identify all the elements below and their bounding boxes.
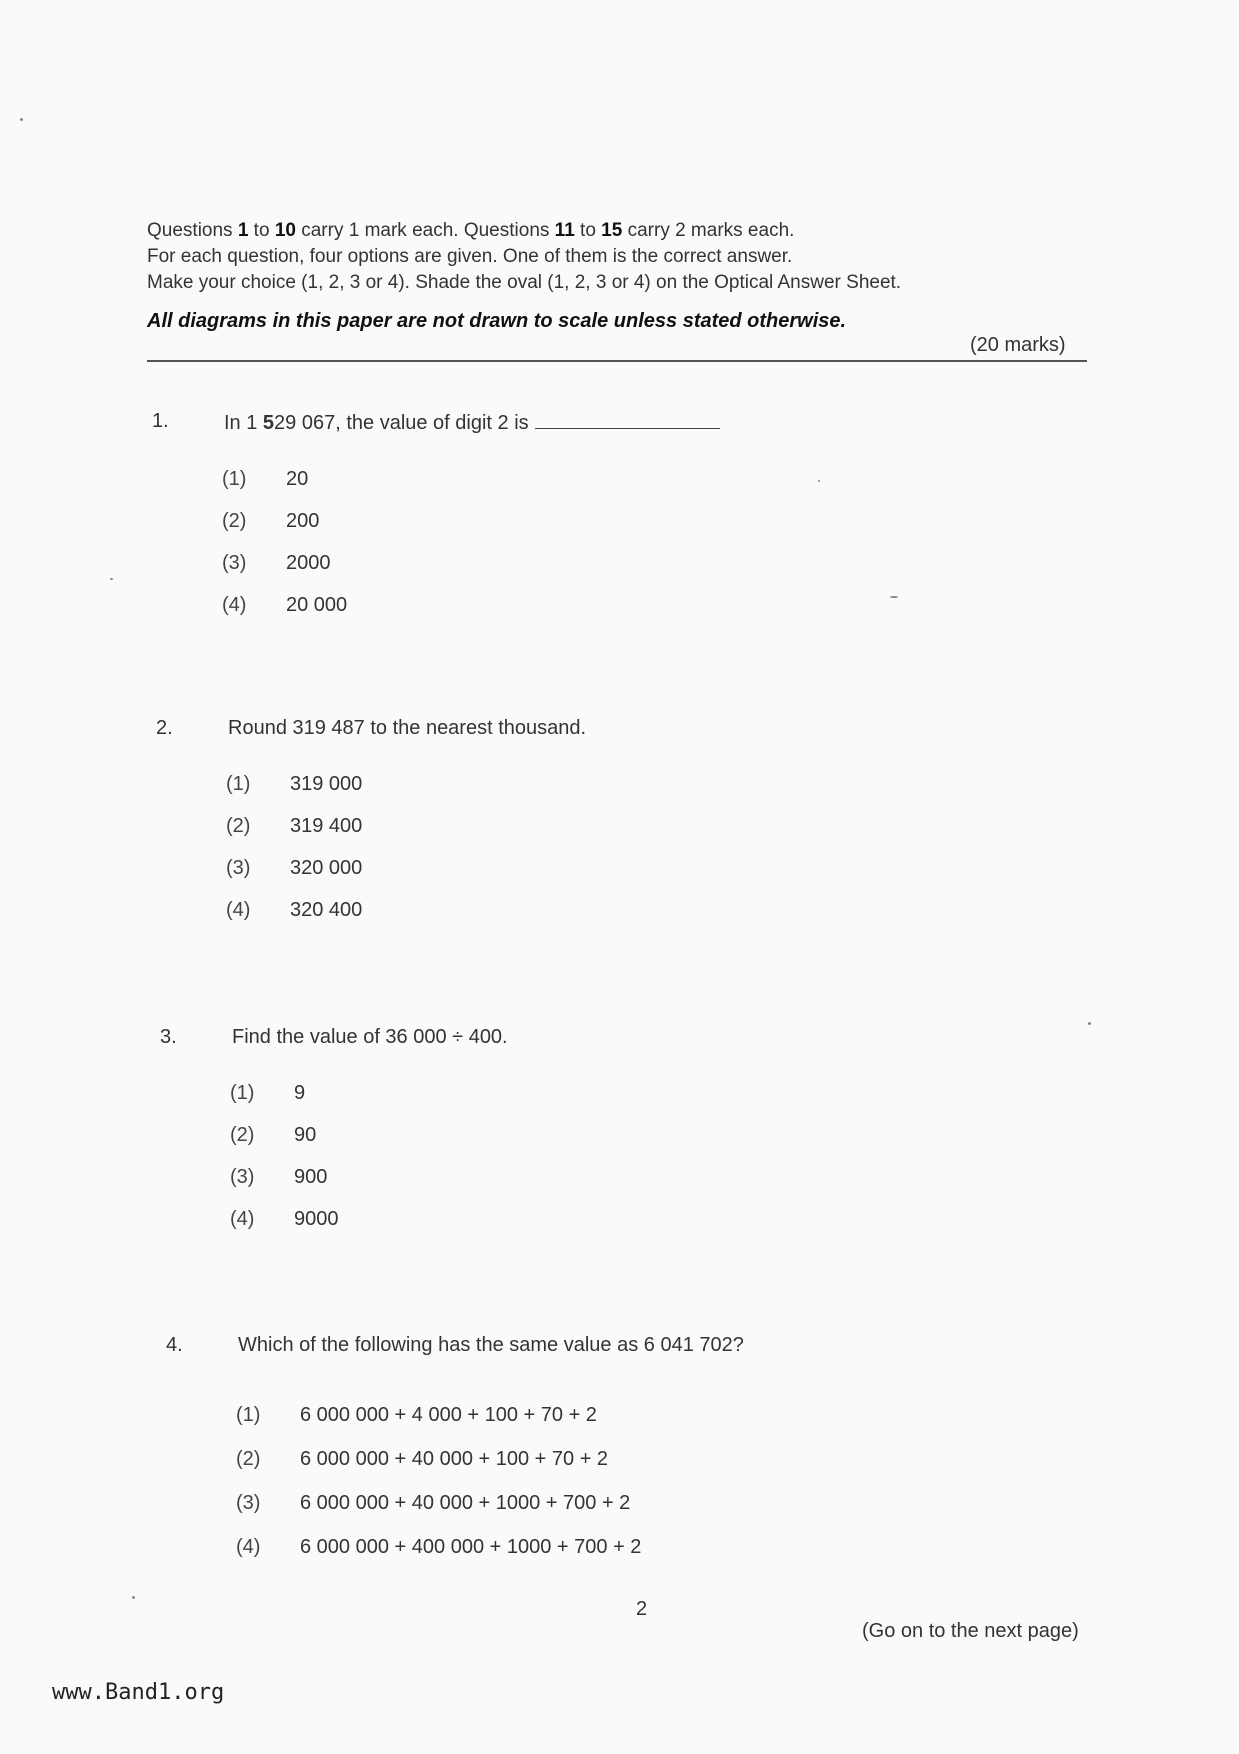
scan-speck [890, 596, 898, 598]
section-marks: (20 marks) [970, 334, 1066, 356]
diagram-note: All diagrams in this paper are not drawn to scale unless stated otherwise. [147, 310, 847, 332]
next-page-note: (Go on to the next page) [862, 1620, 1079, 1642]
scan-speck [132, 1596, 135, 1599]
scan-speck [1088, 1022, 1091, 1025]
answer-blank [535, 410, 720, 429]
question-text: Find the value of 36 000 ÷ 400. [232, 1026, 508, 1048]
instruction-line-2: For each question, four options are given. One of them is the correct answer. [147, 246, 793, 267]
instructions [147, 218, 1097, 296]
option-3: (3) 900 [230, 1166, 328, 1188]
scan-speck [20, 118, 23, 121]
page-number: 2 [636, 1598, 648, 1620]
option-3: (3) 320 000 [226, 857, 363, 879]
option-3: (3) 6 000 000 + 40 000 + 1000 + 700 + 2 [236, 1492, 631, 1514]
question-text: Which of the following has the same value as 6 041 702? [238, 1334, 744, 1356]
option-4: (4) 9000 [230, 1208, 339, 1230]
option-1: (1) 9 [230, 1082, 306, 1104]
watermark: www.Band1.org [52, 1680, 225, 1705]
scan-speck [818, 480, 820, 482]
question-number: 4. [166, 1334, 183, 1356]
option-4: (4) 320 400 [226, 899, 363, 921]
option-2: (2) 319 400 [226, 815, 363, 837]
option-4: (4) 20 000 [222, 594, 348, 616]
scan-speck [110, 578, 113, 580]
option-1: (1) 6 000 000 + 4 000 + 100 + 70 + 2 [236, 1404, 597, 1426]
option-2: (2) 6 000 000 + 40 000 + 100 + 70 + 2 [236, 1448, 609, 1470]
option-2: (2) 90 [230, 1124, 317, 1146]
question-number: 2. [156, 717, 173, 739]
option-1: (1) 20 [222, 468, 309, 490]
question-number: 3. [160, 1026, 177, 1048]
section-divider [147, 360, 1087, 362]
instruction-line-1: Questions 1 to 10 carry 1 mark each. Questions 11 to 15 carry 2 marks each. [147, 220, 795, 241]
option-2: (2) 200 [222, 510, 320, 532]
question-number: 1. [152, 410, 169, 432]
question-text: Round 319 487 to the nearest thousand. [228, 717, 587, 739]
option-3: (3) 2000 [222, 552, 331, 574]
option-4: (4) 6 000 000 + 400 000 + 1000 + 700 + 2 [236, 1536, 642, 1558]
instruction-line-3: Make your choice (1, 2, 3 or 4). Shade the oval (1, 2, 3 or 4) on the Optical Answer Sheet. [147, 272, 902, 293]
option-1: (1) 319 000 [226, 773, 363, 795]
question-text: In 1 529 067, the value of digit 2 is [224, 410, 720, 435]
